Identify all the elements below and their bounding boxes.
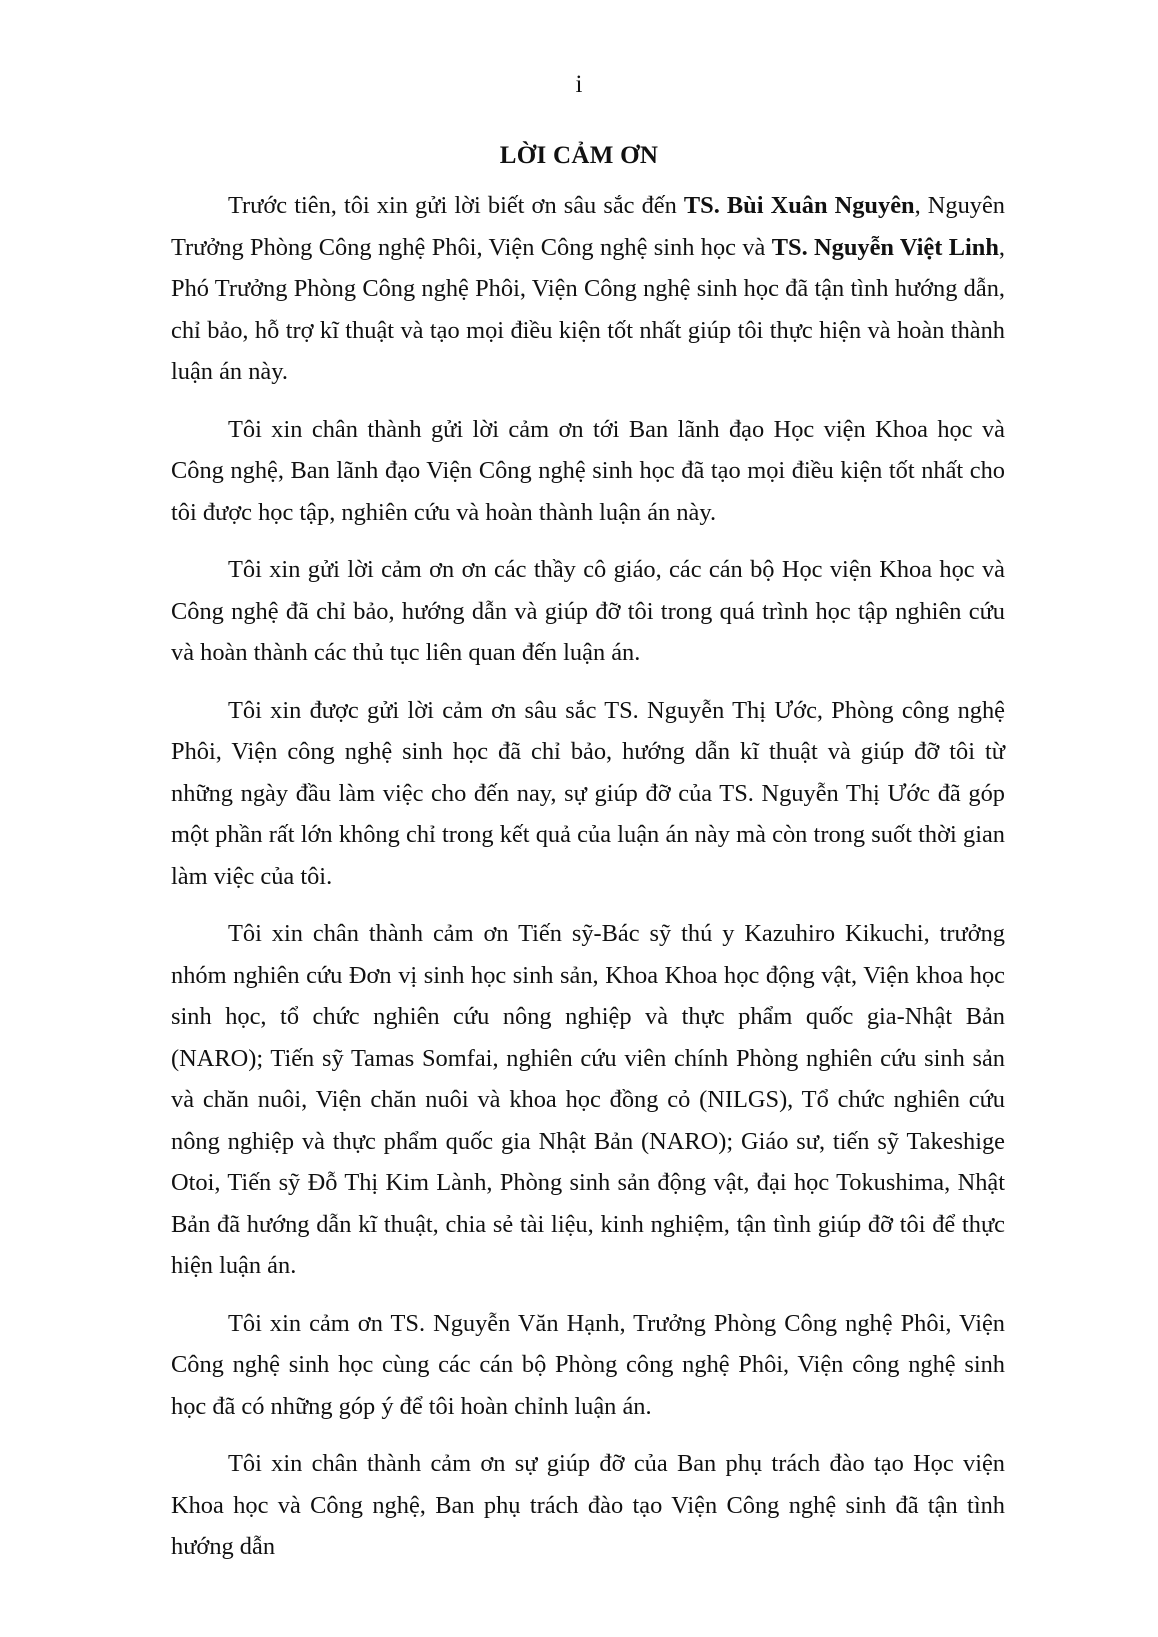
paragraph-5: Tôi xin chân thành cảm ơn Tiến sỹ-Bác sỹ thú y Kazuhiro Kikuchi, trưởng nhóm nghiên cứu Đơn vị sinh học sinh sản, Khoa Khoa học động vật, Viện khoa học sinh học, tổ chức nghiên cứu nông nghiệp và thực phẩm quốc gia-Nhật Bản (NARO); Tiến sỹ Tamas Somfai, nghiên cứu viên chính Phòng nghiên cứu sinh sản và chăn nuôi, Viện chăn nuôi và khoa học đồng cỏ (NILGS), Tổ chức nghiên cứu nông nghiệp và thực phẩm quốc gia Nhật Bản (NARO); Giáo sư, tiến sỹ Takeshige Otoi, Tiến sỹ Đỗ Thị Kim Lành, Phòng sinh sản động vật, đại học Tokushima, Nhật Bản đã hướng dẫn kĩ thuật, chia sẻ tài liệu, kinh nghiệm, tận tình giúp đỡ tôi để thực hiện luận án.	[171, 920, 1005, 1279]
page-number: i	[575, 71, 583, 98]
document-body	[171, 185, 1005, 1584]
paragraph-4: Tôi xin được gửi lời cảm ơn sâu sắc TS. Nguyễn Thị Ước, Phòng công nghệ Phôi, Viện công nghệ sinh học đã chỉ bảo, hướng dẫn kĩ thuật và giúp đỡ tôi từ những ngày đầu làm việc cho đến nay, sự giúp đỡ của TS. Nguyễn Thị Ước đã góp một phần rất lớn không chỉ trong kết quả của luận án này mà còn trong suốt thời gian làm việc của tôi.	[171, 696, 1005, 890]
paragraph-6: Tôi xin cảm ơn TS. Nguyễn Văn Hạnh, Trưởng Phòng Công nghệ Phôi, Viện Công nghệ sinh học cùng các cán bộ Phòng công nghệ Phôi, Viện công nghệ sinh học đã có những góp ý để tôi hoàn chỉnh luận án.	[171, 1309, 1005, 1420]
supervisor-name-2: TS. Nguyễn Việt Linh	[771, 233, 999, 261]
paragraph-1-text-a: Trước tiên, tôi xin gửi lời biết ơn sâu sắc đến	[228, 192, 684, 219]
paragraph-7: Tôi xin chân thành cảm ơn sự giúp đỡ của Ban phụ trách đào tạo Học viện Khoa học và Công nghệ, Ban phụ trách đào tạo Viện Công nghệ sinh đã tận tình hướng dẫn	[171, 1450, 1005, 1560]
paragraph-1-text-b: , Nguyên Trưởng Phòng Công nghệ Phôi, Viện Công nghệ sinh học và	[171, 192, 1006, 261]
paragraph-1-text-c: , Phó Trưởng Phòng Công nghệ Phôi, Viện Công nghệ sinh học đã tận tình hướng dẫn, chỉ bảo, hỗ trợ kĩ thuật và tạo mọi điều kiện tốt nhất giúp tôi thực hiện và hoàn thành luận án này.	[171, 233, 1005, 385]
supervisor-name-1: TS. Bùi Xuân Nguyên	[683, 192, 915, 219]
paragraph-2: Tôi xin chân thành gửi lời cảm ơn tới Ban lãnh đạo Học viện Khoa học và Công nghệ, Ban lãnh đạo Viện Công nghệ sinh học đã tạo mọi điều kiện tốt nhất cho tôi được học tập, nghiên cứu và hoàn thành luận án này.	[171, 415, 1005, 526]
page-title: LỜI CẢM ƠN	[499, 142, 659, 169]
paragraph-3: Tôi xin gửi lời cảm ơn ơn các thầy cô giáo, các cán bộ Học viện Khoa học và Công nghệ đã chỉ bảo, hướng dẫn và giúp đỡ tôi trong quá trình học tập nghiên cứu và hoàn thành các thủ tục liên quan đến luận án.	[171, 556, 1005, 666]
paragraph-1	[171, 185, 1005, 393]
